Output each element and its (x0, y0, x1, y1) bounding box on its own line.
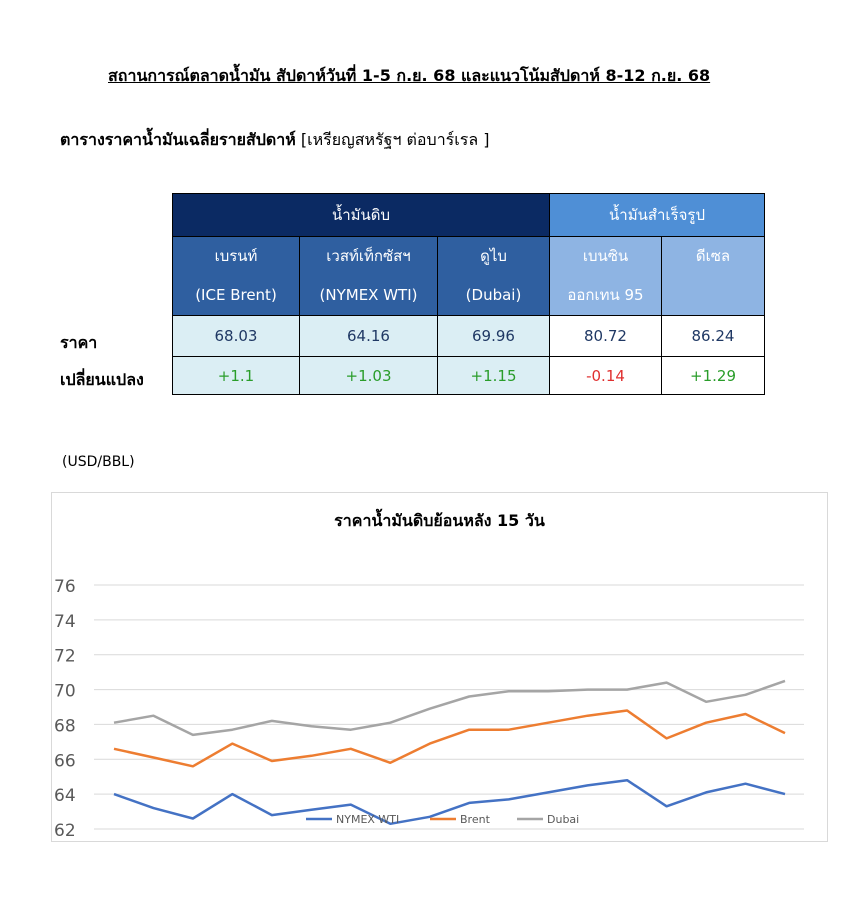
y-tick-label: 70 (54, 681, 76, 702)
y-tick-label: 62 (54, 821, 76, 841)
column-header-dubai: ดูไบ (Dubai) (438, 237, 550, 316)
change-cell: +1.29 (662, 357, 765, 395)
change-cell: +1.03 (300, 357, 438, 395)
price-cell: 64.16 (300, 316, 438, 357)
column-header-diesel: ดีเซล (662, 237, 765, 316)
row-label-price: ราคา (60, 333, 98, 352)
legend-label: NYMEX WTI (336, 813, 400, 826)
column-header-wti: เวสท์เท็กซัสฯ (NYMEX WTI) (300, 237, 438, 316)
column-header-brent: เบรนท์ (ICE Brent) (173, 237, 300, 316)
y-tick-label: 76 (54, 577, 76, 597)
chart-container (51, 492, 828, 842)
change-cell: +1.1 (173, 357, 300, 395)
page-title: สถานการณ์ตลาดน้ำมัน สัปดาห์วันที่ 1-5 ก.ย. 68 และแนวโน้มสัปดาห์ 8-12 ก.ย. 68 (108, 66, 711, 85)
price-cell: 80.72 (550, 316, 662, 357)
table-caption-unit: [เหรียญสหรัฐฯ ต่อบาร์เรล ] (295, 130, 490, 149)
series-line-nymex-wti (114, 780, 785, 824)
y-tick-label: 66 (54, 751, 76, 772)
chart-title: ราคาน้ำมันดิบย้อนหลัง 15 วัน (334, 511, 545, 530)
change-cell: -0.14 (550, 357, 662, 395)
price-table (172, 193, 765, 395)
y-tick-label: 74 (54, 611, 76, 632)
price-cell: 69.96 (438, 316, 550, 357)
series-line-dubai (114, 681, 785, 735)
line-chart (52, 493, 827, 841)
table-caption-title: ตารางราคาน้ำมันเฉลี่ยรายสัปดาห์ (60, 130, 296, 149)
change-cell: +1.15 (438, 357, 550, 395)
price-cell: 68.03 (173, 316, 300, 357)
y-tick-label: 72 (54, 646, 76, 667)
row-label-change: เปลี่ยนแปลง (60, 370, 144, 389)
price-cell: 86.24 (662, 316, 765, 357)
y-tick-label: 64 (54, 786, 76, 807)
table-caption (60, 128, 489, 153)
legend-label: Dubai (547, 813, 580, 826)
series-line-brent (114, 711, 785, 767)
y-tick-label: 68 (54, 716, 76, 737)
legend-label: Brent (460, 813, 490, 826)
crude-oil-group-header: น้ำมันดิบ (173, 194, 550, 237)
refined-oil-group-header: น้ำมันสำเร็จรูป (550, 194, 765, 237)
column-header-benzine: เบนซิน ออกเทน 95 (550, 237, 662, 316)
chart-unit-label: (USD/BBL) (62, 454, 135, 470)
